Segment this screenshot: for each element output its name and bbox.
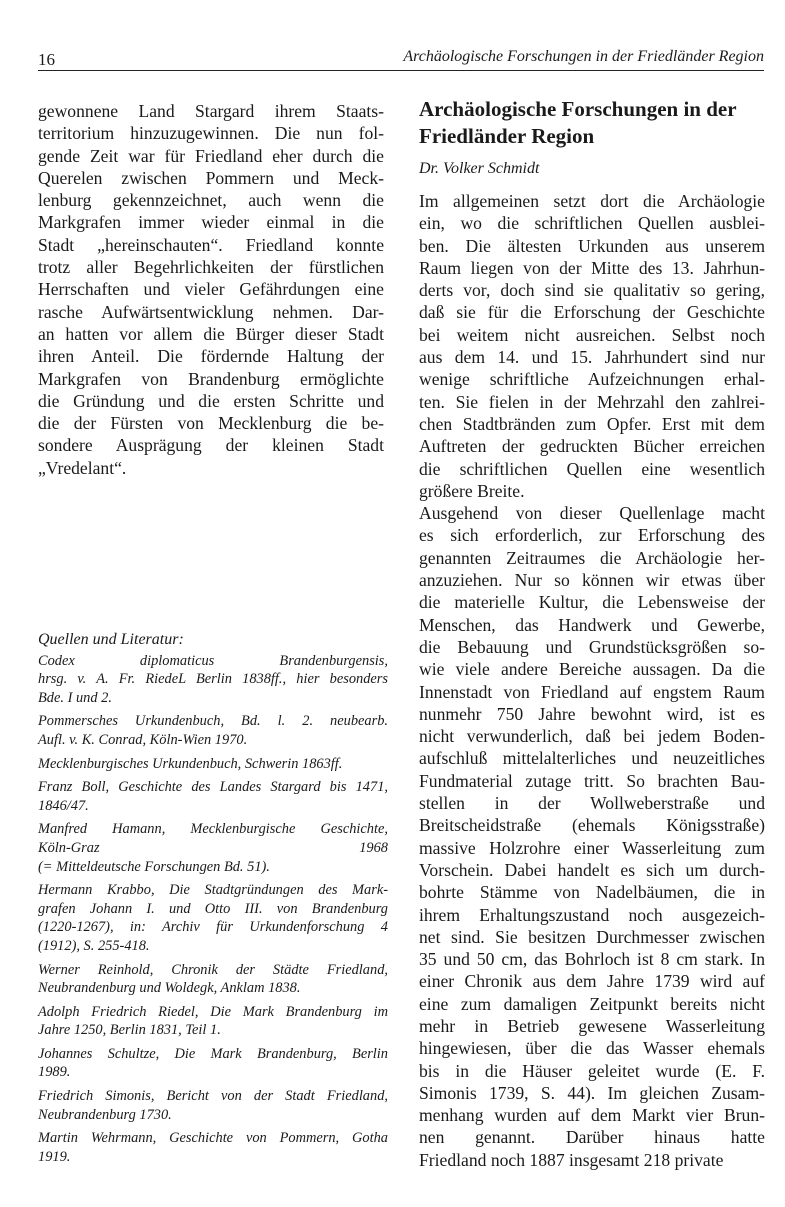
text-line: „Vredelant“.: [38, 457, 127, 478]
reference-item: [38, 1129, 388, 1166]
reference-line: Neubrandenburg und Woldegk, Anklam 1838.: [38, 980, 301, 997]
text-line: gende Zeit war für Friedland eher durch die: [38, 145, 384, 166]
reference-line: Bde. I und 2.: [38, 689, 112, 706]
reference-item: [38, 755, 388, 774]
reference-line: Mecklenburgisches Urkundenbuch, Schwerin 1863ff.: [38, 755, 343, 772]
running-title: Archäologische Forschungen in der Friedländer Region: [403, 48, 764, 65]
text-line: anzuziehen. Nur so können wir etwas über: [419, 570, 765, 591]
reference-item: [38, 1045, 388, 1082]
text-line: Raum liegen von der Mitte des 13. Jahrhun-: [419, 257, 765, 278]
reference-line: Pommersches Urkundenbuch, Bd. l. 2. neubearb.: [38, 713, 388, 730]
reference-item: [38, 881, 388, 955]
continued-paragraph: [38, 100, 384, 479]
text-line: nen genannt. Darüber hinaus hatte: [419, 1127, 765, 1148]
text-line: Querelen zwischen Pommern und Meck-: [38, 167, 384, 188]
references-list: [38, 652, 388, 1167]
right-column: [419, 96, 765, 1171]
title-line: Archäologische Forschungen in der: [419, 97, 737, 121]
text-line: trotz aller Begehrlichkeiten der fürstlichen: [38, 257, 384, 278]
text-line: aus dem 14. und 15. Jahrhundert sind nur: [419, 347, 765, 368]
text-line: Friedland noch 1887 insgesamt 218 private: [419, 1149, 724, 1170]
text-line: nicht verwunderlich, daß bei jedem Boden-: [419, 726, 765, 747]
text-line: territorium hinzuzugewinnen. Die nun fol-: [38, 123, 384, 144]
text-line: wenige schriftliche Aufzeichnungen erhal-: [419, 369, 765, 390]
reference-line: Köln-Graz 1968: [38, 839, 388, 856]
title-line: Friedländer Region: [419, 124, 595, 148]
text-line: aufschluß mittelalterliches und neuzeitliches: [419, 748, 765, 769]
reference-line: Jahre 1250, Berlin 1831, Teil 1.: [38, 1022, 221, 1039]
text-line: massive Holzrohre einer Wasserleitung zum: [419, 837, 765, 858]
text-line: Im allgemeinen setzt dort die Archäologie: [419, 191, 765, 211]
references-heading: Quellen und Literatur:: [38, 631, 184, 648]
text-line: die schriftlichen Quellen eine wesentlich: [419, 458, 765, 479]
text-line: einer Chronik aus dem Jahre 1739 wird auf: [419, 971, 765, 992]
reference-item: [38, 778, 388, 815]
text-line: Ausgehend von dieser Quellenlage macht: [419, 503, 765, 524]
reference-line: hrsg. v. A. Fr. RiedeL Berlin 1838ff., hier besonders: [38, 671, 388, 688]
article-paragraph-2: [419, 502, 765, 1171]
left-column: [38, 100, 384, 479]
text-line: chen Stadtbränden zum Opfer. Erst mit dem: [419, 413, 765, 434]
reference-line: (= Mitteldeutsche Forschungen Bd. 51).: [38, 858, 270, 875]
text-line: nunmehr 750 Jahre bewohnt wird, ist es: [419, 703, 765, 724]
reference-item: [38, 820, 388, 876]
article-author: Dr. Volker Schmidt: [419, 160, 540, 177]
text-line: ben. Die ältesten Urkunden aus unserem: [419, 235, 765, 256]
reference-line: 1989.: [38, 1064, 71, 1081]
text-line: an hatten vor allem die Bürger dieser Stadt: [38, 323, 384, 344]
text-line: Breitscheidstraße (ehemals Königsstraße): [419, 815, 765, 836]
reference-line: grafen Johann I. und Otto III. von Brandenburg: [38, 900, 388, 917]
text-line: Menschen, das Handwerk und Gewerbe,: [419, 614, 765, 635]
text-line: ten. Sie fielen in der Mehrzahl den zahlrei-: [419, 391, 765, 412]
text-line: bei weitem nicht ausreichen. Selbst noch: [419, 324, 765, 345]
references-section: [38, 631, 388, 1171]
article-paragraph-1: [419, 190, 765, 502]
text-line: gewonnene Land Stargard ihrem Staats-: [38, 101, 384, 121]
reference-line: Aufl. v. K. Conrad, Köln-Wien 1970.: [38, 731, 248, 748]
reference-line: Werner Reinhold, Chronik der Städte Friedland,: [38, 961, 388, 978]
text-line: bohrte Stämme von Nadelbäumen, die in: [419, 882, 765, 903]
reference-line: 1846/47.: [38, 797, 89, 814]
text-line: die Bebauung und Grundstücksgrößen so-: [419, 636, 765, 657]
text-line: Markgrafen von Brandenburg ermöglichte: [38, 368, 384, 389]
text-line: es sich erforderlich, zur Erforschung des: [419, 525, 765, 546]
text-line: Innenstadt von Friedland auf engstem Raum: [419, 681, 765, 702]
page-header: [38, 44, 764, 71]
page-number: 16: [38, 50, 55, 69]
reference-line: Manfred Hamann, Mecklenburgische Geschichte,: [38, 821, 388, 838]
text-line: größere Breite.: [419, 480, 525, 501]
text-line: lenburg gekennzeichnet, auch wenn die: [38, 190, 384, 211]
reference-item: [38, 712, 388, 749]
text-line: hingewiesen, über die das Wasser ehemals: [419, 1038, 765, 1059]
reference-item: [38, 961, 388, 998]
text-line: 35 und 50 cm, das Bohrloch ist 8 cm stark. In: [419, 949, 765, 970]
text-line: rasche Aufwärtsentwicklung nehmen. Dar-: [38, 301, 384, 322]
reference-item: [38, 1003, 388, 1040]
text-line: stellen in der Wollweberstraße und: [419, 793, 765, 814]
reference-line: Franz Boll, Geschichte des Landes Stargard bis 1471,: [38, 779, 388, 796]
text-line: ihrem Erhaltungszustand noch ausgezeich-: [419, 904, 765, 925]
reference-line: Friedrich Simonis, Bericht von der Stadt Friedland,: [38, 1088, 388, 1105]
text-line: sondere Ausprägung der kleinen Stadt: [38, 435, 384, 456]
text-line: die Gründung und die ersten Schritte und: [38, 390, 384, 411]
reference-item: [38, 652, 388, 708]
text-line: menhang wurden auf dem Markt vier Brun-: [419, 1105, 765, 1126]
reference-line: (1220-1267), in: Archiv für Urkundenforschung 4: [38, 919, 388, 936]
text-line: Herrschaften und vieler Gefährdungen eine: [38, 279, 384, 300]
reference-line: Martin Wehrmann, Geschichte von Pommern, Gotha: [38, 1130, 388, 1147]
reference-line: Johannes Schultze, Die Mark Brandenburg, Berlin: [38, 1045, 388, 1062]
text-line: wie viele andere Bereiche aussagen. Da die: [419, 659, 765, 680]
text-line: mehr in Betrieb gewesene Wasserleitung: [419, 1015, 765, 1036]
text-line: genannten Zeitraumes die Archäologie her-: [419, 547, 765, 568]
text-line: Stadt „hereinschauten“. Friedland konnte: [38, 234, 384, 255]
text-line: eine zum damaligen Zeitpunkt bereits nicht: [419, 993, 765, 1014]
text-line: ihren Anteil. Die fördernde Haltung der: [38, 346, 384, 367]
text-line: Markgrafen immer wieder einmal in die: [38, 212, 384, 233]
text-line: Simonis 1739, S. 44). Im gleichen Zusam-: [419, 1082, 765, 1103]
reference-line: Hermann Krabbo, Die Stadtgründungen des Mark-: [38, 882, 388, 899]
text-line: ein, wo die schriftlichen Quellen ausblei-: [419, 213, 765, 234]
text-line: bis in die Häuser geleitet wurde (E. F.: [419, 1060, 765, 1081]
text-line: derts vor, doch sind sie qualitativ so gering,: [419, 280, 765, 301]
reference-item: [38, 1087, 388, 1124]
text-line: Fundmaterial zutage tritt. So brachten Bau-: [419, 770, 765, 791]
text-line: die materielle Kultur, die Lebensweise der: [419, 592, 765, 613]
article-title: [419, 96, 765, 150]
text-line: die der Fürsten von Mecklenburg die be-: [38, 413, 384, 434]
reference-line: 1919.: [38, 1148, 71, 1165]
reference-line: (1912), S. 255-418.: [38, 937, 150, 954]
text-line: net sind. Sie besitzen Durchmesser zwischen: [419, 926, 765, 947]
text-line: daß sie für die Erforschung der Geschichte: [419, 302, 765, 323]
reference-line: Neubrandenburg 1730.: [38, 1106, 172, 1123]
reference-line: Codex diplomaticus Brandenburgensis,: [38, 652, 388, 669]
text-line: Auftreten der gedruckten Bücher erreichen: [419, 436, 765, 457]
reference-line: Adolph Friedrich Riedel, Die Mark Brandenburg im: [38, 1003, 388, 1020]
text-line: Vorschein. Dabei handelt es sich um durch-: [419, 859, 765, 880]
